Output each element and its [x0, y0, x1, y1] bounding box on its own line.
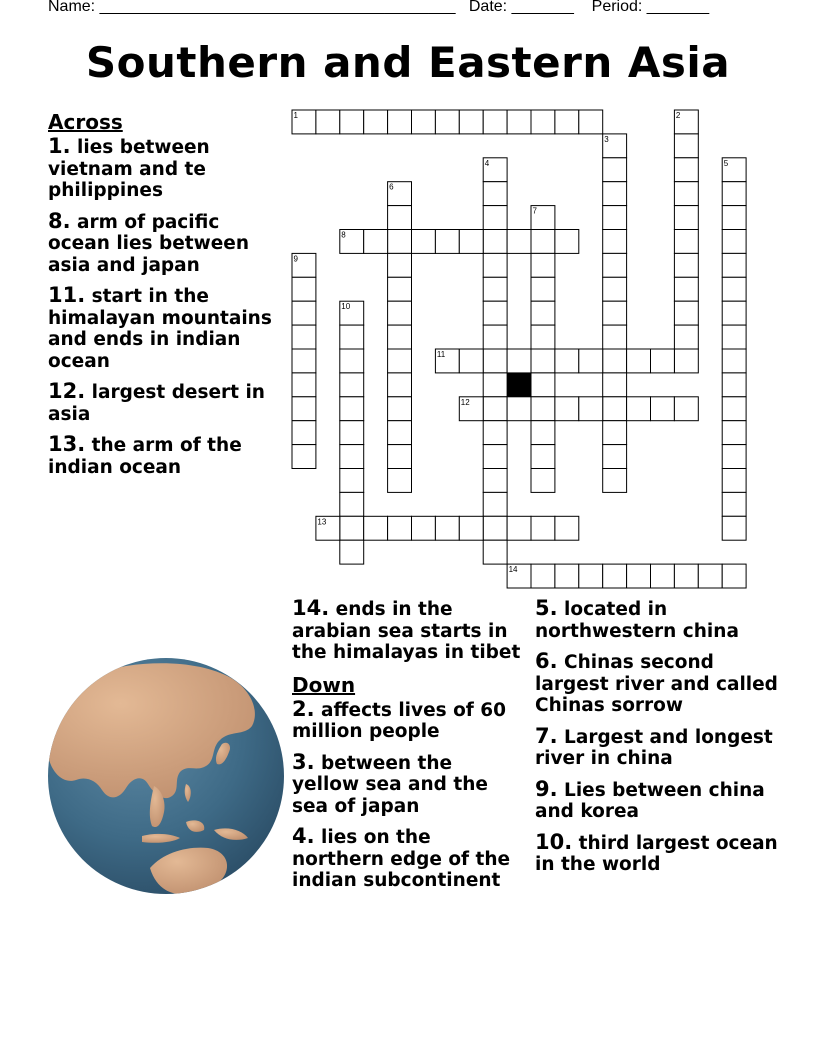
- clue-number: 9.: [535, 776, 558, 801]
- grid-cell[interactable]: [340, 469, 364, 493]
- clue-number: 11.: [48, 283, 86, 307]
- grid-cell[interactable]: [531, 301, 555, 325]
- grid-cell[interactable]: [603, 253, 627, 277]
- grid-cell[interactable]: [531, 445, 555, 469]
- grid-cell[interactable]: [674, 564, 698, 588]
- cell-number: 6: [389, 182, 394, 192]
- grid-cell[interactable]: [722, 516, 746, 540]
- grid-cell[interactable]: [674, 397, 698, 421]
- grid-cell[interactable]: [722, 421, 746, 445]
- grid-cell[interactable]: [722, 277, 746, 301]
- grid-cell[interactable]: [388, 397, 412, 421]
- grid-cell[interactable]: [722, 230, 746, 254]
- grid-cell[interactable]: [388, 325, 412, 349]
- grid-cell[interactable]: [483, 516, 507, 540]
- cell-number: 5: [723, 158, 729, 168]
- grid-cell[interactable]: [674, 325, 698, 349]
- clue-text: lies between vietnam and te philippines: [48, 137, 210, 201]
- grid-cell[interactable]: [603, 397, 627, 421]
- grid-cell[interactable]: [292, 373, 316, 397]
- clue-column-right: [535, 598, 785, 885]
- grid-cell[interactable]: [292, 277, 316, 301]
- grid-cell[interactable]: [292, 325, 316, 349]
- cell-number: 7: [532, 206, 537, 216]
- clue-text: affects lives of 60 million people: [292, 699, 507, 742]
- grid-cell[interactable]: [316, 110, 340, 134]
- cell-number: 14: [508, 565, 518, 575]
- grid-cell[interactable]: [459, 516, 483, 540]
- period-label: Period:: [591, 0, 643, 15]
- grid-cell[interactable]: [555, 516, 579, 540]
- clue-number: 14.: [292, 596, 330, 620]
- grid-cell[interactable]: [531, 230, 555, 254]
- grid-cell[interactable]: [483, 277, 507, 301]
- down-clue-2: [292, 696, 524, 743]
- grid-cell[interactable]: [651, 397, 675, 421]
- cell-number: 2: [675, 111, 681, 120]
- grid-cell[interactable]: [483, 397, 507, 421]
- grid-cell[interactable]: [579, 397, 603, 421]
- grid-cell[interactable]: [722, 325, 746, 349]
- grid-cell[interactable]: [483, 325, 507, 349]
- grid-cell[interactable]: [412, 230, 436, 254]
- across-clue-13: [48, 434, 280, 478]
- grid-cell[interactable]: [722, 253, 746, 277]
- grid-cell[interactable]: [340, 397, 364, 421]
- cell-number: 10: [341, 302, 351, 312]
- clue-text: arm of pacific ocean lies between asia and japan: [48, 211, 249, 276]
- clue-number: 6.: [535, 649, 558, 673]
- grid-cell[interactable]: [603, 158, 627, 182]
- across-clue-1: [48, 136, 280, 202]
- grid-cell[interactable]: [722, 182, 746, 206]
- cell-number: 13: [317, 517, 327, 527]
- clue-number: 13.: [48, 432, 86, 456]
- grid-cell[interactable]: [579, 349, 603, 373]
- grid-cell[interactable]: [483, 253, 507, 277]
- grid-cell[interactable]: [340, 325, 364, 349]
- grid-cell[interactable]: [674, 277, 698, 301]
- clue-number: 5.: [535, 596, 558, 620]
- clue-text: between the yellow sea and the sea of japan: [292, 752, 488, 817]
- globe-asia-icon: [46, 656, 286, 896]
- grid-cell[interactable]: [674, 253, 698, 277]
- down-clue-4: [292, 826, 524, 892]
- grid-cell[interactable]: [483, 110, 507, 134]
- grid-cell[interactable]: [388, 469, 412, 493]
- grid-cell[interactable]: [388, 110, 412, 134]
- clue-number: 10.: [535, 829, 573, 854]
- grid-cell[interactable]: [531, 564, 555, 588]
- clue-number: 7.: [535, 723, 558, 748]
- clue-text: the arm of the indian ocean: [48, 435, 242, 478]
- grid-cell[interactable]: [603, 230, 627, 254]
- grid-cell[interactable]: [483, 206, 507, 230]
- grid-cell[interactable]: [627, 397, 651, 421]
- grid-cell[interactable]: [435, 230, 459, 254]
- clue-text: Lies between china and korea: [535, 779, 765, 822]
- grid-cell[interactable]: [412, 110, 436, 134]
- grid-cell[interactable]: [555, 110, 579, 134]
- period-field[interactable]: _______: [646, 0, 710, 15]
- grid-cell[interactable]: [674, 230, 698, 254]
- down-clue-9: [535, 776, 785, 823]
- grid-cell[interactable]: [555, 564, 579, 588]
- clue-text: Largest and longest river in china: [535, 726, 773, 769]
- grid-cell[interactable]: [388, 301, 412, 325]
- grid-cell[interactable]: [603, 445, 627, 469]
- grid-cell[interactable]: [340, 421, 364, 445]
- grid-cell[interactable]: [292, 349, 316, 373]
- cell-number: 4: [484, 158, 490, 168]
- down-clue-6: [535, 651, 785, 717]
- grid-cell[interactable]: [483, 469, 507, 493]
- grid-cell[interactable]: [555, 349, 579, 373]
- clue-text: third largest ocean in the world: [535, 832, 778, 875]
- grid-cell[interactable]: [483, 540, 507, 564]
- grid-cell[interactable]: [531, 349, 555, 373]
- grid-cell[interactable]: [292, 397, 316, 421]
- across-heading: Across: [48, 110, 123, 134]
- grid-cell[interactable]: [603, 301, 627, 325]
- grid-cell[interactable]: [340, 492, 364, 516]
- grid-cell[interactable]: [603, 564, 627, 588]
- grid-cell[interactable]: [388, 253, 412, 277]
- grid-cell[interactable]: [483, 373, 507, 397]
- grid-cell[interactable]: [627, 564, 651, 588]
- down-clue-3: [292, 749, 524, 818]
- grid-cell[interactable]: [507, 230, 531, 254]
- grid-cell[interactable]: [364, 230, 388, 254]
- grid-cell[interactable]: [483, 492, 507, 516]
- grid-cell[interactable]: [483, 301, 507, 325]
- cell-number: 3: [604, 134, 609, 144]
- grid-cell[interactable]: [531, 110, 555, 134]
- grid-cell[interactable]: [507, 397, 531, 421]
- grid-cell[interactable]: [459, 230, 483, 254]
- grid-cell[interactable]: [579, 110, 603, 134]
- grid-cell[interactable]: [722, 492, 746, 516]
- clue-number: 8.: [48, 208, 71, 233]
- grid-cell[interactable]: [340, 445, 364, 469]
- grid-cell[interactable]: [531, 469, 555, 493]
- grid-cell[interactable]: [722, 373, 746, 397]
- grid-cell[interactable]: [603, 206, 627, 230]
- grid-cell[interactable]: [531, 253, 555, 277]
- grid-cell[interactable]: [555, 230, 579, 254]
- date-label: Date:: [468, 0, 508, 15]
- down-clue-5: [535, 598, 785, 642]
- grid-cell[interactable]: [627, 349, 651, 373]
- clue-text: lies on the northern edge of the indian subcontinent: [292, 827, 511, 891]
- across-clue-8: [48, 208, 280, 277]
- across-clue-14: [292, 598, 524, 664]
- grid-cell[interactable]: [459, 349, 483, 373]
- clue-text: ends in the arabian sea starts in the himalayas in tibet: [292, 599, 521, 663]
- grid-cell[interactable]: [651, 349, 675, 373]
- grid-cell[interactable]: [722, 206, 746, 230]
- grid-cell[interactable]: [292, 445, 316, 469]
- grid-cell[interactable]: [340, 540, 364, 564]
- black-square: [507, 373, 531, 397]
- across-clues: [48, 110, 280, 487]
- grid-cell[interactable]: [603, 421, 627, 445]
- grid-cell[interactable]: [674, 301, 698, 325]
- grid-cell[interactable]: [722, 301, 746, 325]
- grid-cell[interactable]: [340, 349, 364, 373]
- grid-cell[interactable]: [531, 397, 555, 421]
- grid-cell[interactable]: [603, 469, 627, 493]
- grid-cell[interactable]: [531, 277, 555, 301]
- grid-cell[interactable]: [674, 158, 698, 182]
- grid-cell[interactable]: [603, 349, 627, 373]
- clue-number: 4.: [292, 824, 315, 848]
- clue-text: start in the himalayan mountains and ends in indian ocean: [48, 286, 272, 372]
- grid-cell[interactable]: [459, 110, 483, 134]
- grid-cell[interactable]: [483, 182, 507, 206]
- grid-cell[interactable]: [435, 110, 459, 134]
- grid-cell[interactable]: [722, 564, 746, 588]
- grid-cell[interactable]: [722, 349, 746, 373]
- cell-number: 8: [341, 230, 346, 240]
- clue-text: largest desert in asia: [48, 382, 265, 425]
- grid-cell[interactable]: [722, 469, 746, 493]
- name-label: Name:: [48, 0, 96, 15]
- grid-cell[interactable]: [674, 206, 698, 230]
- date-field[interactable]: _______: [511, 0, 574, 15]
- clue-text: Chinas second largest river and called Chinas sorrow: [535, 652, 778, 716]
- grid-cell[interactable]: [507, 516, 531, 540]
- grid-cell[interactable]: [412, 516, 436, 540]
- grid-cell[interactable]: [698, 564, 722, 588]
- grid-cell[interactable]: [435, 516, 459, 540]
- grid-cell[interactable]: [531, 421, 555, 445]
- grid-cell[interactable]: [340, 373, 364, 397]
- grid-cell[interactable]: [292, 421, 316, 445]
- down-clue-7: [535, 723, 785, 770]
- grid-cell[interactable]: [579, 564, 603, 588]
- grid-cell[interactable]: [292, 301, 316, 325]
- grid-cell[interactable]: [555, 397, 579, 421]
- clue-number: 3.: [292, 749, 315, 774]
- grid-cell[interactable]: [722, 397, 746, 421]
- grid-cell[interactable]: [507, 349, 531, 373]
- grid-cell[interactable]: [603, 277, 627, 301]
- across-clue-11: [48, 285, 280, 372]
- clue-column-middle: [292, 598, 524, 901]
- grid-cell[interactable]: [483, 445, 507, 469]
- grid-cell[interactable]: [674, 349, 698, 373]
- grid-cell[interactable]: [388, 445, 412, 469]
- grid-cell[interactable]: [388, 349, 412, 373]
- grid-cell[interactable]: [340, 110, 364, 134]
- grid-cell[interactable]: [603, 182, 627, 206]
- grid-cell[interactable]: [483, 421, 507, 445]
- grid-cell[interactable]: [340, 516, 364, 540]
- clue-number: 12.: [48, 379, 86, 403]
- grid-cell[interactable]: [674, 134, 698, 158]
- cell-number: 9: [293, 254, 298, 264]
- clue-text: located in northwestern china: [535, 599, 739, 642]
- grid-cell[interactable]: [603, 325, 627, 349]
- grid-cell[interactable]: [388, 373, 412, 397]
- grid-cell[interactable]: [388, 421, 412, 445]
- cell-number: 11: [436, 350, 446, 359]
- grid-cell[interactable]: [364, 110, 388, 134]
- grid-cell[interactable]: [531, 373, 555, 397]
- grid-cell[interactable]: [388, 277, 412, 301]
- grid-cell[interactable]: [674, 182, 698, 206]
- page-title: Southern and Eastern Asia: [85, 38, 731, 87]
- grid-cell[interactable]: [531, 516, 555, 540]
- grid-cell[interactable]: [531, 325, 555, 349]
- cell-number: 1: [293, 111, 298, 120]
- grid-cell[interactable]: [722, 445, 746, 469]
- grid-cell[interactable]: [603, 373, 627, 397]
- clue-number: 1.: [48, 134, 71, 158]
- grid-cell[interactable]: [507, 110, 531, 134]
- clue-number: 2.: [292, 696, 315, 721]
- cell-number: 12: [460, 397, 470, 407]
- grid-cell[interactable]: [483, 349, 507, 373]
- grid-cell[interactable]: [388, 516, 412, 540]
- across-clue-12: [48, 381, 280, 425]
- down-clue-10: [535, 829, 785, 876]
- grid-cell[interactable]: [388, 206, 412, 230]
- grid-cell[interactable]: [364, 516, 388, 540]
- grid-cell[interactable]: [651, 564, 675, 588]
- down-heading: Down: [292, 672, 356, 697]
- grid-cell[interactable]: [388, 230, 412, 254]
- name-field[interactable]: ________________________________________: [99, 0, 456, 15]
- grid-cell[interactable]: [483, 230, 507, 254]
